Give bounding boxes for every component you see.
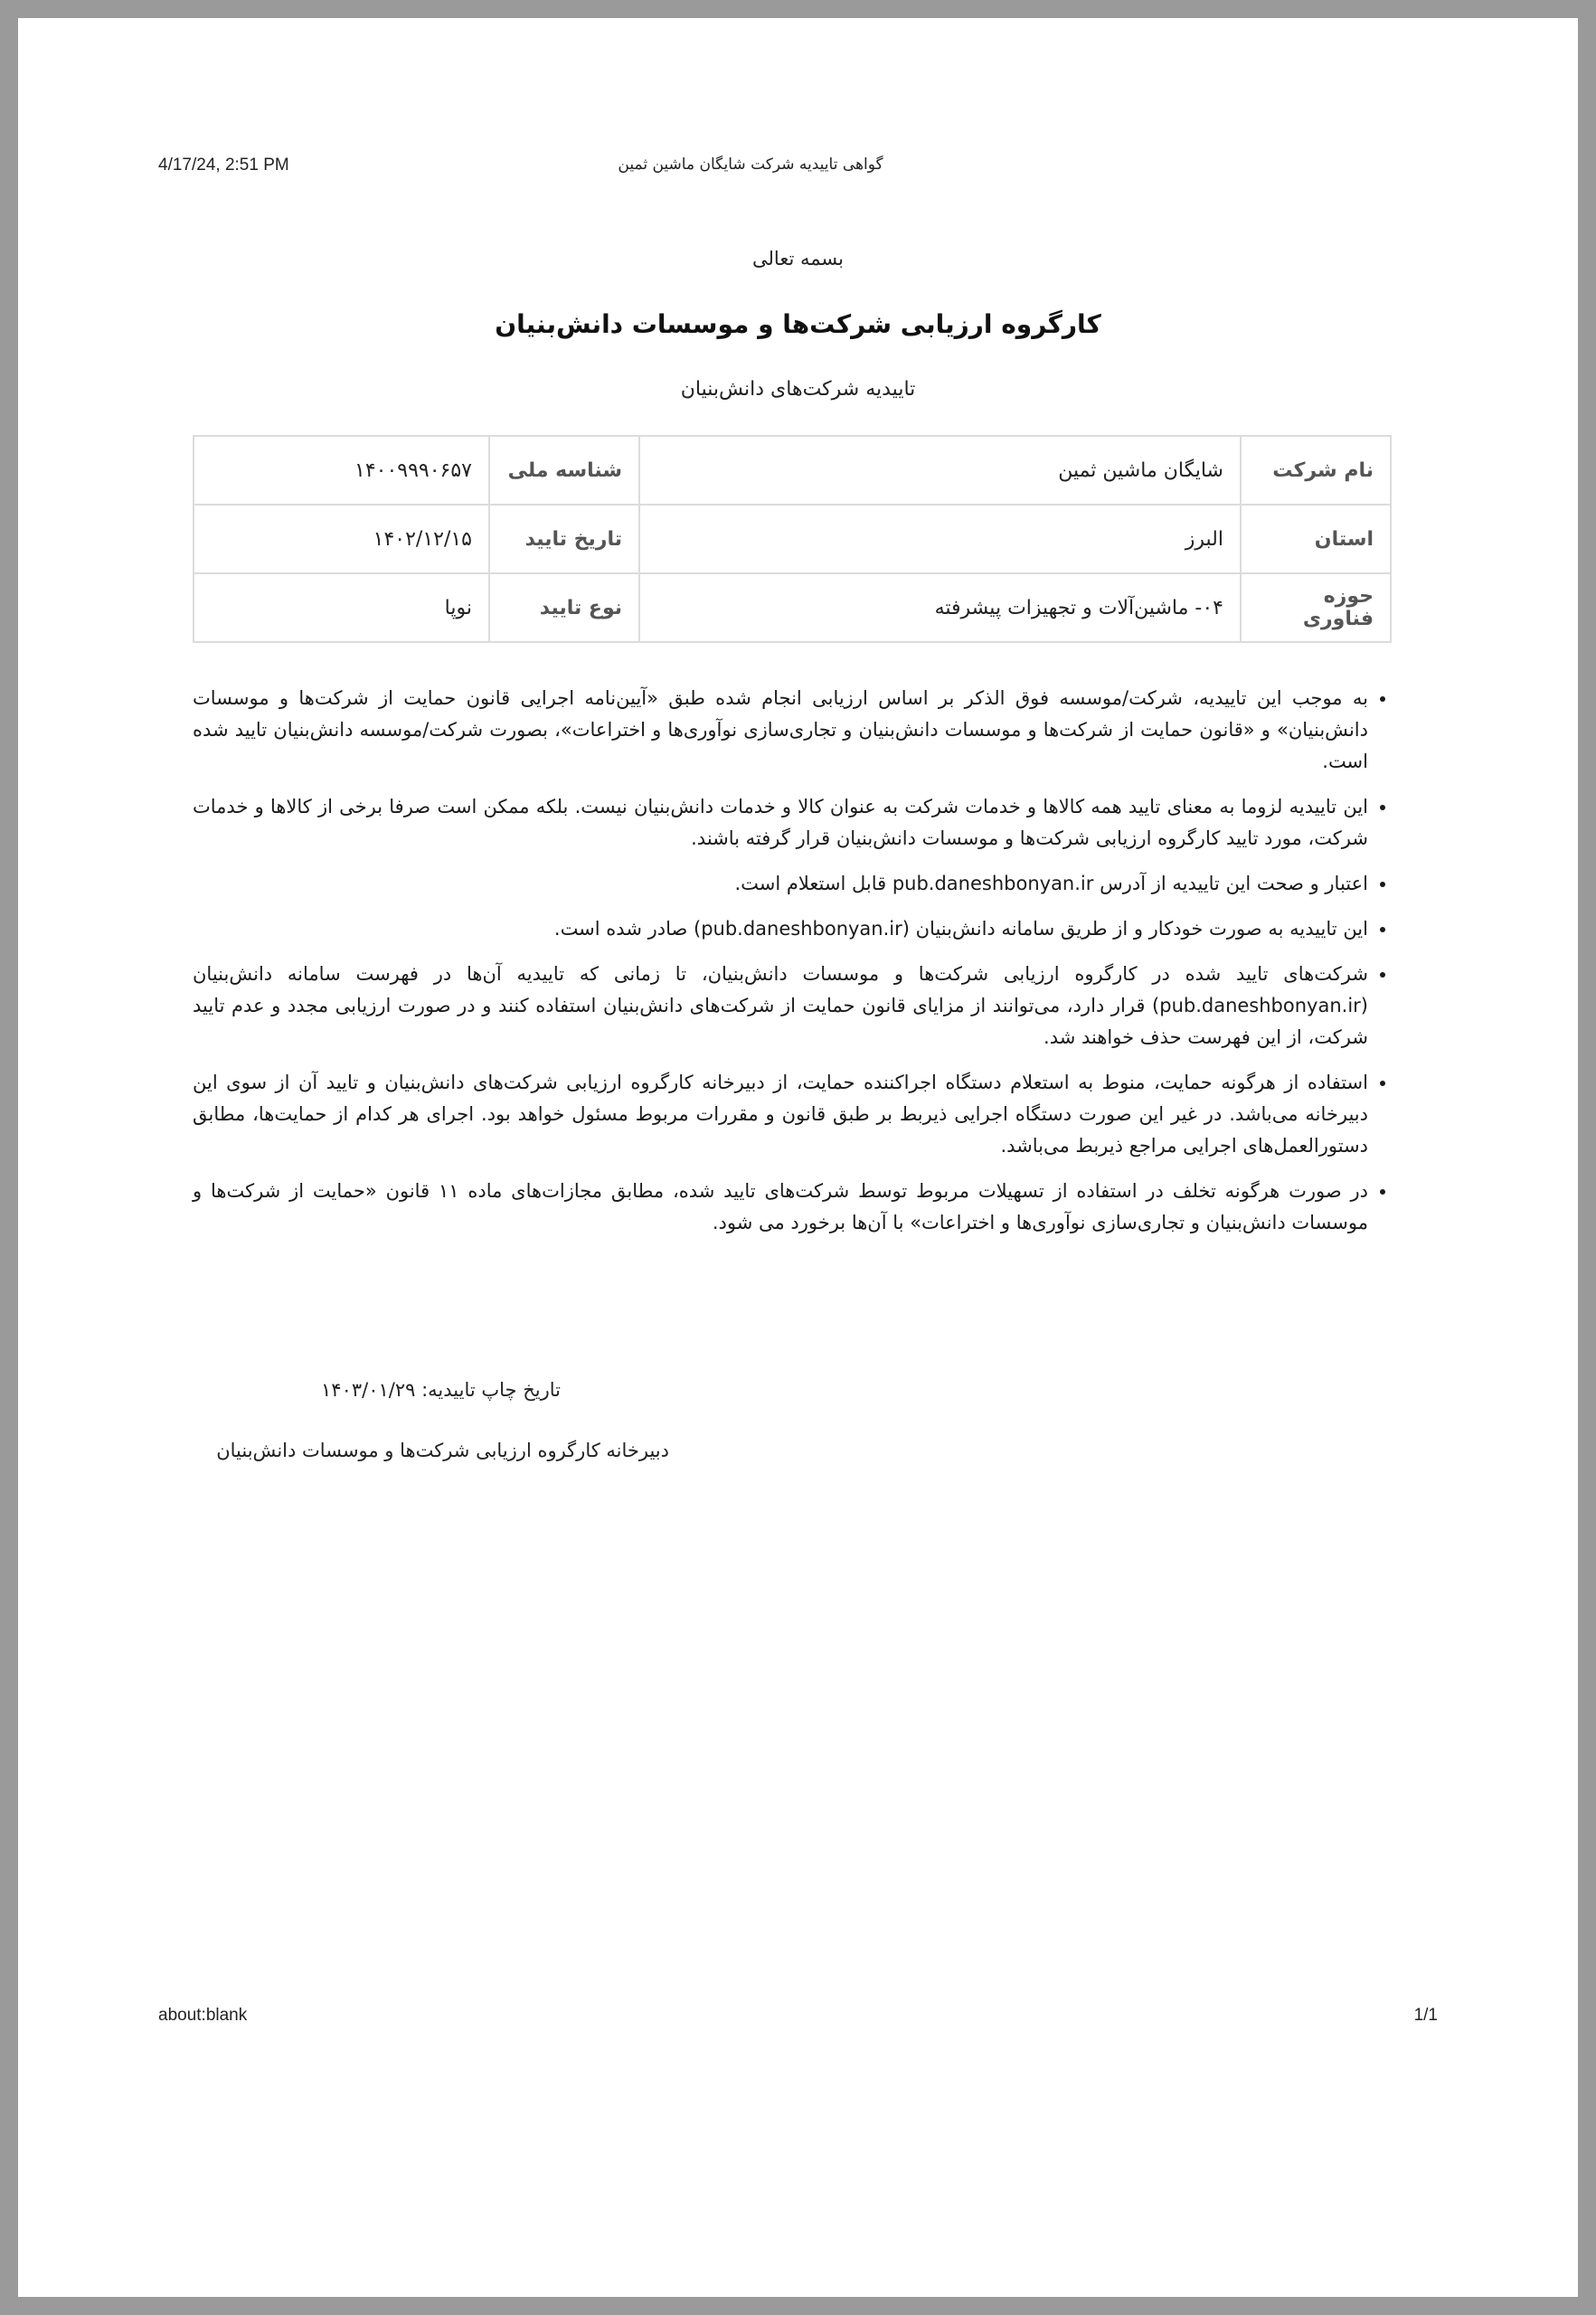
national-id-label: شناسه ملی <box>489 436 639 505</box>
secretariat-signature: دبیرخانه کارگروه ارزیابی شرکت‌ها و موسسات دانش‌بنیان <box>216 1440 669 1461</box>
company-name-value: شایگان ماشین ثمین <box>639 436 1241 505</box>
table-row <box>194 436 1391 505</box>
approval-date-value: ۱۴۰۲/۱۲/۱۵ <box>194 505 489 573</box>
page-title: کارگروه ارزیابی شرکت‌ها و موسسات دانش‌بنیان <box>495 309 1101 339</box>
approval-type-label: نوع تایید <box>489 573 639 642</box>
list-item: • اعتبار و صحت این تاییدیه از آدرس pub.daneshbonyan.ir قابل استعلام است. <box>193 868 1368 900</box>
print-date: تاریخ چاپ تاییدیه: ۱۴۰۳/۰۱/۲۹ <box>321 1379 561 1401</box>
company-info-table <box>193 435 1392 643</box>
approval-date-label: تاریخ تایید <box>489 505 639 573</box>
list-item: • این تاییدیه لزوما به معنای تایید همه کالاها و خدمات شرکت به عنوان کالا و خدمات دانش‌بنیان نیست. بلکه ممکن است صرفا برخی از کالاها و خدمات شرکت، مورد تایید کارگروه ارزیابی شرکت‌ها و موسسات دانش‌بنیان قرار گرفته باشند. <box>193 791 1368 855</box>
print-header-title: گواهی تاییدیه شرکت شایگان ماشین ثمین <box>618 156 883 174</box>
table-row <box>194 505 1391 573</box>
province-value: البرز <box>639 505 1241 573</box>
bismillah-heading: بسمه تعالی <box>752 248 844 269</box>
document-page <box>18 18 1578 2297</box>
page-subtitle: تاییدیه شرکت‌های دانش‌بنیان <box>680 378 916 401</box>
print-footer-page-number: 1/1 <box>1413 2006 1438 2025</box>
approval-type-value: نوپا <box>194 573 489 642</box>
national-id-value: ۱۴۰۰۹۹۹۰۶۵۷ <box>194 436 489 505</box>
list-item: • این تاییدیه به صورت خودکار و از طریق سامانه دانش‌بنیان (pub.daneshbonyan.ir) صادر شده است. <box>193 913 1368 945</box>
list-item: • استفاده از هرگونه حمایت، منوط به استعلام دستگاه اجراکننده حمایت، از دبیرخانه کارگروه ارزیابی شرکت‌های دانش‌بنیان و تایید آن از سوی این دبیرخانه می‌باشد. در غیر این صورت دستگاه اجرایی ذیربط بر طبق قانون و مقررات مربوط مسئول خواهد بود. اجرای هر کدام از حمایت‌ها، مطابق دستورالعمل‌های اجرایی مراجع ذیربط می‌باشد. <box>193 1067 1368 1162</box>
list-item: • در صورت هرگونه تخلف در استفاده از تسهیلات مربوط توسط شرکت‌های تایید شده، مطابق مجازات‌های ماده ۱۱ قانون «حمایت از شرکت‌ها و موسسات دانش‌بنیان و تجاری‌سازی نوآوری‌ها و اختراعات» با آن‌ها برخورد می شود. <box>193 1176 1368 1239</box>
province-label: استان <box>1241 505 1391 573</box>
table-row <box>194 573 1391 642</box>
terms-list <box>193 683 1390 1252</box>
company-name-label: نام شرکت <box>1241 436 1391 505</box>
tech-field-label: حوزه فناوری <box>1241 573 1391 642</box>
tech-field-value: ۰۴- ماشین‌آلات و تجهیزات پیشرفته <box>639 573 1241 642</box>
list-item: • به موجب این تاییدیه، شرکت/موسسه فوق الذکر بر اساس ارزیابی انجام شده طبق «آیین‌نامه اجرایی قانون حمایت از شرکت‌ها و موسسات دانش‌بنیان» و «قانون حمایت از شرکت‌ها و موسسات دانش‌بنیان و تجاری‌سازی نوآوری‌ها و اختراعات»، بصورت شرکت/موسسه دانش‌بنیان تایید شده است. <box>193 683 1368 778</box>
print-footer-url: about:blank <box>158 2006 248 2025</box>
print-header-datetime: 4/17/24, 2:51 PM <box>158 156 289 175</box>
list-item: • شرکت‌های تایید شده در کارگروه ارزیابی شرکت‌ها و موسسات دانش‌بنیان، تا زمانی که تاییدیه آن‌ها در فهرست سامانه دانش‌بنیان (pub.daneshbonyan.ir) قرار دارد، می‌توانند از مزایای قانون حمایت از شرکت‌های دانش‌بنیان استفاده کنند و در صورت ارزیابی مجدد و عدم تایید شرکت، از این فهرست حذف خواهند شد. <box>193 959 1368 1054</box>
